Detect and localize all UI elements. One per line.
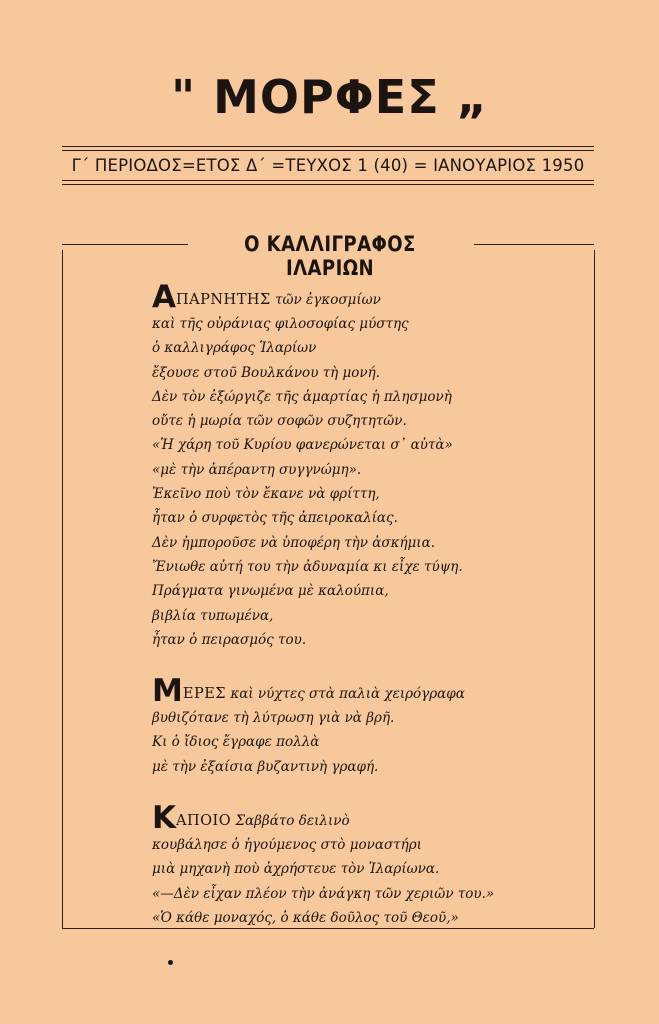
stanza-gap	[152, 652, 592, 676]
poem-line: «μὲ τὴν ἀπέραντη συγγνώμη».	[152, 461, 362, 478]
frame-left-border	[62, 250, 63, 928]
poem-line: Ἔνιωθε αὐτή του τὴν ἀδυναμία κι εἶχε τύψη.	[152, 558, 463, 575]
poem-line: βυθιζότανε τὴ λύτρωση γιὰ νὰ βρῆ.	[152, 710, 395, 727]
poem-line: καὶ τῆς οὐράνιας φιλοσοφίας μύστης	[152, 316, 409, 332]
stanza-first-line	[152, 800, 592, 837]
first-word-caps: ΕΡΕΣ	[182, 686, 227, 703]
stanza-first-line	[152, 279, 592, 315]
poem-line: ὁ καλλιγράφος Ἱλαρίων	[152, 340, 317, 357]
frame-right-border	[594, 250, 595, 928]
issue-info: Γ΄ ΠΕΡΙΟΔΟΣ=ΕΤΟΣ Δ΄ =ΤΕΥΧΟΣ 1 (40) = ΙΑΝΟΥΑΡΙΟΣ 1950	[71, 156, 585, 175]
poem-line: Ἐκεῖνο ποὺ τὸν ἔκανε νὰ φρίττη,	[152, 486, 380, 503]
issue-double-rule-2	[62, 184, 594, 185]
poem-line: Δὲν τὸν ἐξώργιζε τῆς ἁμαρτίας ἡ πλησμονὴ	[152, 388, 452, 405]
poem-line: ἦταν ὁ πειρασμός του.	[152, 631, 307, 648]
title-rule-left	[62, 244, 188, 245]
stanza	[152, 279, 592, 652]
first-line-rest: τῶν ἐγκοσμίων	[270, 292, 381, 308]
poem-line: μιὰ μηχανὴ ποὺ ἀχρήστευε τὸν Ἱλαρίωνα.	[152, 861, 440, 878]
poem-line: «Ὁ κάθε μοναχός, ὁ κάθε δοῦλος τοῦ Θεοῦ,»	[152, 909, 459, 926]
stanza-gap	[152, 779, 592, 803]
poem-line: Πράγματα γινωμένα μὲ καλούπια,	[152, 583, 389, 600]
poem-line: Δὲν ἠμποροῦσε νὰ ὑποφέρη τὴν ἀσκήμια.	[152, 534, 436, 551]
ink-spot	[168, 960, 173, 965]
poem-line: Κι ὁ ἴδιος ἔγραφε πολλὰ	[152, 734, 320, 751]
drop-initial: Μ	[152, 673, 183, 710]
poem-line: ἦταν ὁ συρφετὸς τῆς ἀπειροκαλίας.	[152, 510, 398, 527]
drop-initial: Α	[152, 279, 176, 315]
poem-line: μὲ τὴν ἐξαίσια βυζαντινὴ γραφή.	[152, 758, 379, 775]
first-word-caps: ΑΠΟΙΟ	[176, 813, 232, 830]
stanza	[152, 800, 592, 930]
poem-line: οὔτε ἡ μωρία τῶν σοφῶν συζητητῶν.	[152, 413, 407, 430]
masthead-title: " ΜΟΡΦΕΣ „	[171, 70, 488, 124]
poem-line: ἔξουσε στοῦ Βουλκάνου τὴ μονή.	[152, 364, 381, 381]
poem-line: βιβλία τυπωμένα,	[152, 607, 274, 624]
article-title: Ο ΚΑΛΛΙΓΡΑΦΟΣ ΙΛΑΡΙΩΝ	[244, 232, 416, 280]
poem-body	[152, 279, 592, 930]
top-double-rule-2	[62, 150, 594, 151]
poem-line: «—Δὲν εἶχαν πλέον τὴν ἀνάγκη τῶν χεριῶν του.»	[152, 885, 495, 902]
stanza	[152, 673, 592, 779]
first-line-rest: Σαββάτο δειλινὸ	[231, 813, 350, 830]
poem-line: κουβάλησε ὁ ἡγούμενος στὸ μοναστήρι	[152, 837, 422, 854]
first-word-caps: ΠΑΡΝΗΤΗΣ	[176, 292, 271, 308]
first-line-rest: καὶ νύχτες στὰ παλιὰ χειρόγραφα	[226, 686, 465, 703]
top-double-rule-1	[62, 146, 594, 147]
issue-double-rule-1	[62, 180, 594, 181]
drop-initial: Κ	[152, 800, 177, 837]
poem-line: «Ἡ χάρη τοῦ Κυρίου φανερώνεται σ᾿ αὐτὰ»	[152, 437, 453, 454]
stanza-first-line	[152, 673, 592, 710]
title-rule-right	[474, 244, 594, 245]
